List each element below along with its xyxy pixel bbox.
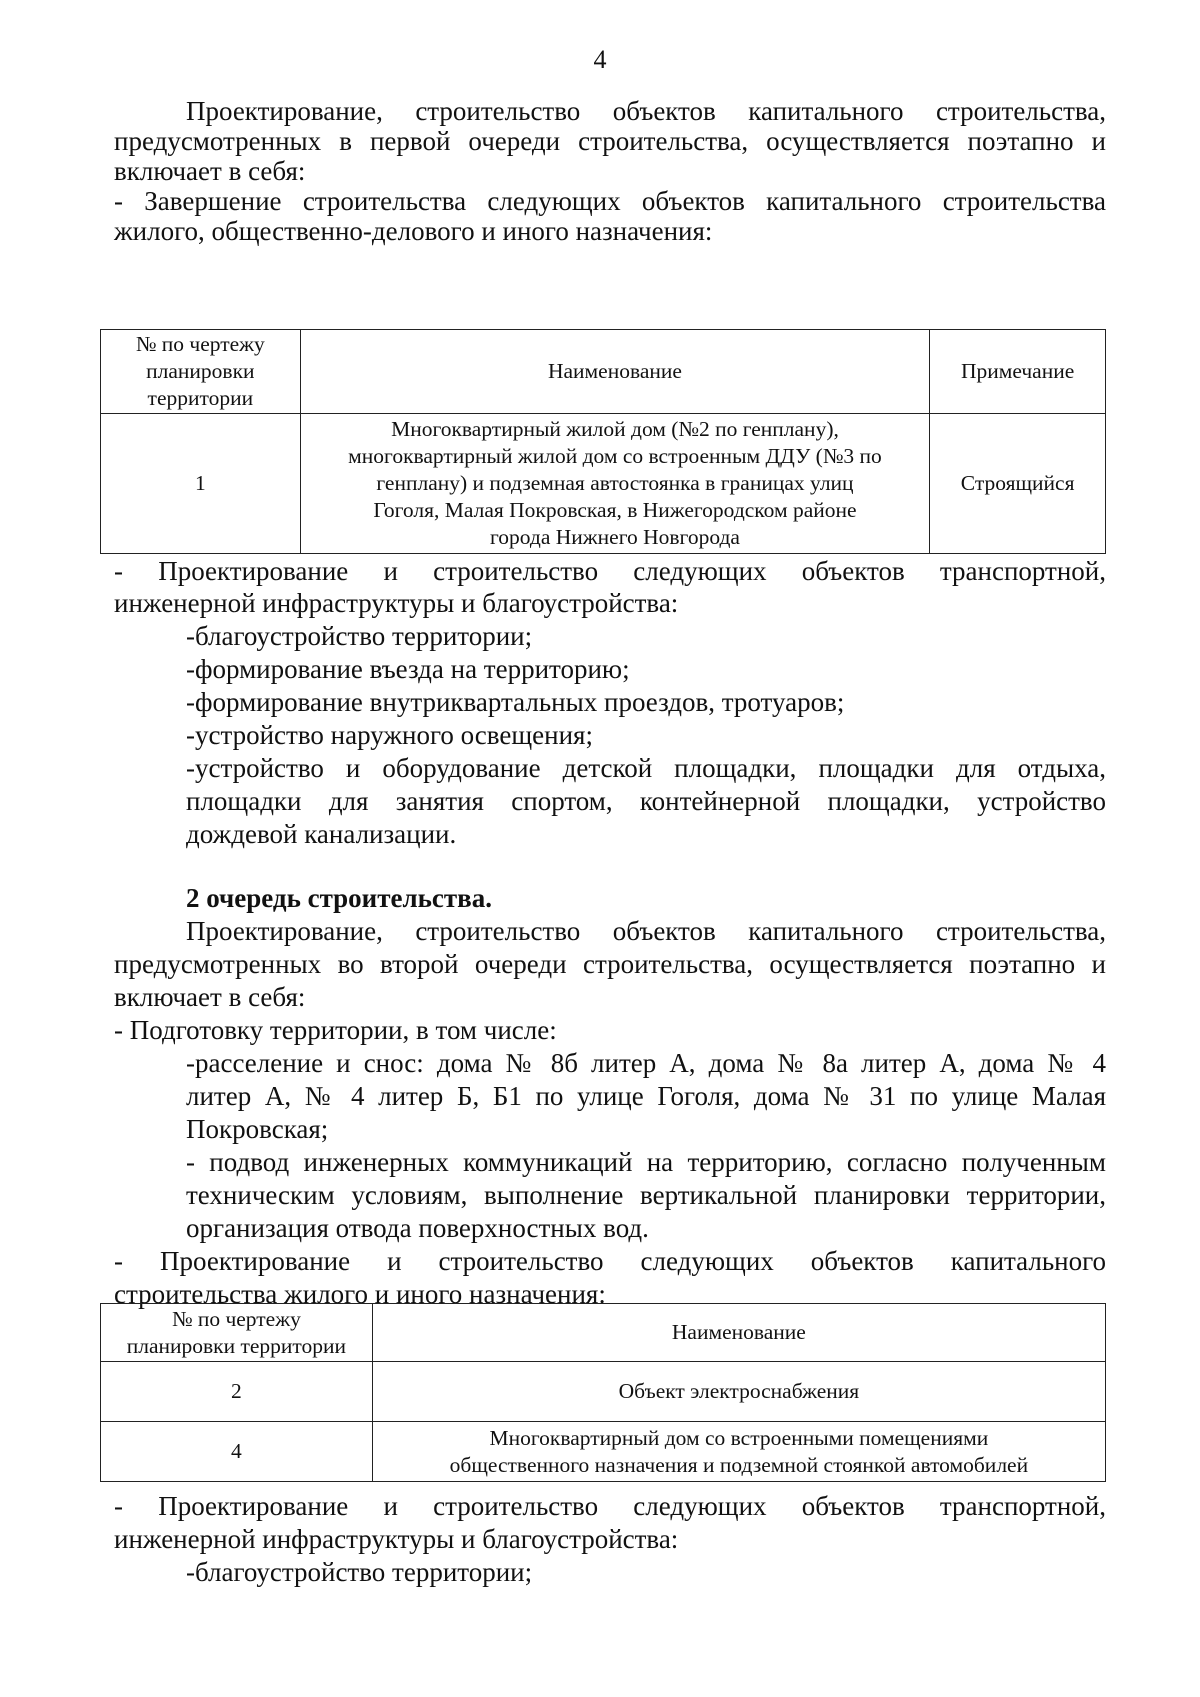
list-item: -формирование въезда на территорию; [186, 654, 630, 684]
cell-name: Многоквартирный дом со встроенными помещениями общественного назначения и подземной стоянкой автомобилей [372, 1422, 1105, 1482]
page-number: 4 [593, 45, 607, 74]
stage2-intro-line: включает в себя: [114, 982, 306, 1012]
header-cell-number: № по чертежу планировки территории [101, 1304, 373, 1362]
intro-line: включает в себя: [114, 156, 306, 186]
demolition-line: Покровская; [186, 1114, 329, 1144]
capital-construction-lead-line: строительства жилого и иного назначения: [114, 1279, 606, 1309]
stage2-heading: 2 очередь строительства. [186, 883, 492, 913]
infrastructure-lead-line: инженерной инфраструктуры и благоустройства: [114, 1524, 679, 1554]
utilities-line: организация отвода поверхностных вод. [186, 1213, 649, 1243]
stage2-objects-table [100, 1303, 1106, 1482]
list-item: -благоустройство территории; [186, 621, 533, 651]
capital-construction-lead-line: - Проектирование и строительство следующих объектов капитального [114, 1246, 1106, 1276]
cell-name: Объект электроснабжения [372, 1362, 1105, 1422]
intro-line: Проектирование, строительство объектов капитального строительства, [186, 96, 1106, 126]
utilities-line: техническим условиям, выполнение вертикальной планировки территории, [186, 1180, 1106, 1210]
infrastructure-lead-line: - Проектирование и строительство следующих объектов транспортной, [114, 556, 1106, 586]
table-header-row [101, 1304, 1106, 1362]
table-header-row [101, 330, 1106, 414]
table-row [101, 1422, 1106, 1482]
table-row [101, 414, 1106, 554]
preparation-line: - Подготовку территории, в том числе: [114, 1015, 557, 1045]
list-item: -благоустройство территории; [186, 1557, 533, 1587]
completion-line: - Завершение строительства следующих объектов капитального строительства [114, 186, 1106, 216]
stage1-objects-table [100, 329, 1106, 554]
list-item: -устройство наружного освещения; [186, 720, 593, 750]
completion-line: жилого, общественно-делового и иного назначения: [114, 216, 713, 246]
stage2-intro-line: предусмотренных во второй очереди строительства, осуществляется поэтапно и [114, 949, 1106, 979]
list-item: -устройство и оборудование детской площадки, площадки для отдыха, [186, 753, 1106, 783]
infrastructure-lead-line: - Проектирование и строительство следующих объектов транспортной, [114, 1491, 1106, 1521]
cell-number: 2 [101, 1362, 373, 1422]
cell-name: Многоквартирный жилой дом (№2 по генплану), многоквартирный жилой дом со встроенным ДДУ (№3 по генплану) и подземная автостоянка в границах улиц Гоголя, Малая Покровская, в Нижегородском районе города Нижнего Новгорода [300, 414, 930, 554]
header-cell-number: № по чертежу планировки территории [101, 330, 301, 414]
cell-number: 4 [101, 1422, 373, 1482]
header-cell-note: Примечание [930, 330, 1106, 414]
list-item: -формирование внутриквартальных проездов, тротуаров; [186, 687, 845, 717]
stage2-intro-line: Проектирование, строительство объектов капитального строительства, [186, 916, 1106, 946]
intro-line: предусмотренных в первой очереди строительства, осуществляется поэтапно и [114, 126, 1106, 156]
utilities-line: - подвод инженерных коммуникаций на территорию, согласно полученным [186, 1147, 1106, 1177]
cell-note: Строящийся [930, 414, 1106, 554]
list-item: дождевой канализации. [186, 819, 457, 849]
list-item: площадки для занятия спортом, контейнерной площадки, устройство [186, 786, 1106, 816]
demolition-line: -расселение и снос: дома № 8б литер А, дома № 8а литер А, дома № 4 [186, 1048, 1106, 1078]
table-row [101, 1362, 1106, 1422]
header-cell-name: Наименование [300, 330, 930, 414]
cell-number: 1 [101, 414, 301, 554]
header-cell-name: Наименование [372, 1304, 1105, 1362]
infrastructure-lead-line: инженерной инфраструктуры и благоустройства: [114, 588, 679, 618]
demolition-line: литер А, № 4 литер Б, Б1 по улице Гоголя, дома № 31 по улице Малая [186, 1081, 1106, 1111]
